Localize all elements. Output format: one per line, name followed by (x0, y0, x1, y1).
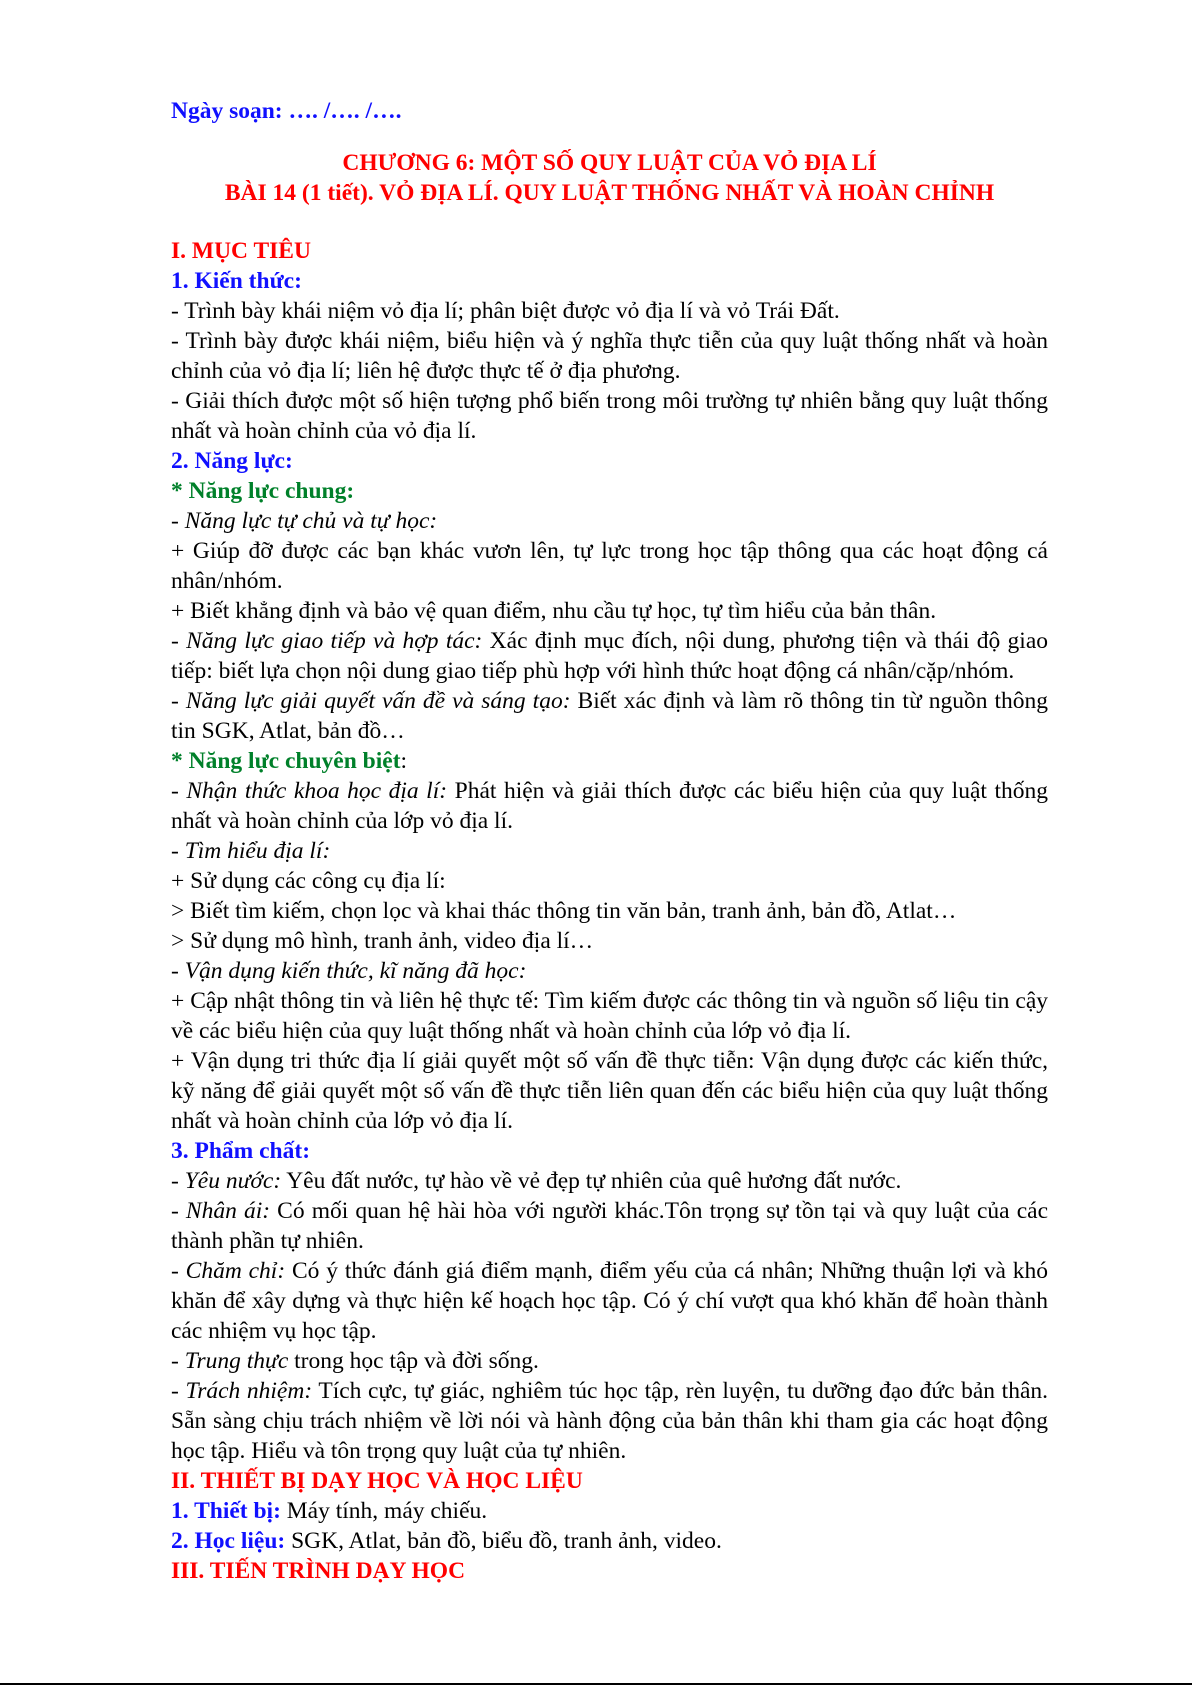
communication-paragraph (171, 626, 1048, 686)
quality-text: trong học tập và đời sống. (288, 1348, 539, 1374)
apply-item: + Cập nhật thông tin và liên hệ thực tế: Tìm kiếm được các thông tin và nguồn số liệu tin cậy về các biểu hiện của quy luật thống nhất và hoàn chỉnh của lớp vỏ địa lí. (171, 988, 1048, 1044)
explore-label: - Tìm hiểu địa lí: (171, 838, 331, 864)
problem-solving-paragraph (171, 686, 1048, 746)
quality-item (171, 1166, 1048, 1196)
quality-text: Yêu đất nước, tự hào về vẻ đẹp tự nhiên của quê hương đất nước. (281, 1168, 902, 1194)
quality-label: - Chăm chỉ: (171, 1258, 286, 1284)
quality-label: - Trung thực (171, 1348, 289, 1374)
materials-paragraph (171, 1526, 1048, 1556)
quality-text: Tích cực, tự giác, nghiêm túc học tập, rèn luyện, tu dưỡng đạo đức bản thân. Sẵn sàng chịu trách nhiệm về lời nói và hành động của bản thân khi tham gia các hoạt động học tập. Hiểu và tôn trọng quy luật của tự nhiên. (171, 1378, 1048, 1464)
quality-label: - Trách nhiệm: (171, 1378, 313, 1404)
knowledge-item: - Trình bày được khái niệm, biểu hiện và ý nghĩa thực tiễn của quy luật thống nhất và hoàn chỉnh của vỏ địa lí; liên hệ được thực tế ở địa phương. (171, 328, 1048, 384)
quality-label: - Yêu nước: (171, 1168, 282, 1194)
equipment-text: Máy tính, máy chiếu. (280, 1498, 488, 1524)
title-block (171, 148, 1048, 208)
lesson-title: BÀI 14 (1 tiết). VỎ ĐỊA LÍ. QUY LUẬT THỐNG NHẤT VÀ HOÀN CHỈNH (224, 180, 995, 206)
explore-item: > Sử dụng mô hình, tranh ảnh, video địa lí… (171, 928, 594, 954)
specific-competence-heading (171, 746, 1048, 776)
equipment-label: 1. Thiết bị: (171, 1498, 281, 1524)
section-equipment-heading: II. THIẾT BỊ DẠY HỌC VÀ HỌC LIỆU (171, 1468, 583, 1494)
equipment-paragraph (171, 1496, 1048, 1526)
qualities-heading: 3. Phẩm chất: (171, 1138, 311, 1164)
cognition-text: Phát hiện và giải thích được các biểu hiện của quy luật thống nhất và hoàn chỉnh của lớp vỏ địa lí. (171, 778, 1048, 834)
quality-text: Có ý thức đánh giá điểm mạnh, điểm yếu của cá nhân; Những thuận lợi và khó khăn để xây dựng và thực hiện kế hoạch học tập. Có ý chí vượt qua khó khăn để hoàn thành các nhiệm vụ học tập. (171, 1258, 1048, 1344)
apply-item: + Vận dụng tri thức địa lí giải quyết một số vấn đề thực tiễn: Vận dụng được các kiến thức, kỹ năng để giải quyết một số vấn đề thực tiễn liên quan đến các biểu hiện của quy luật thống nhất và hoàn chỉnh của lớp vỏ địa lí. (171, 1048, 1048, 1134)
problem-solving-label: - Năng lực giải quyết vấn đề và sáng tạo: (171, 688, 571, 714)
cognition-label: - Nhận thức khoa học địa lí: (171, 778, 448, 804)
problem-solving-text: Biết xác định và làm rõ thông tin từ nguồn thông tin SGK, Atlat, bản đồ… (171, 688, 1048, 744)
communication-label: - Năng lực giao tiếp và hợp tác: (171, 628, 483, 654)
explore-item: + Sử dụng các công cụ địa lí: (171, 868, 446, 894)
quality-text: Có mối quan hệ hài hòa với người khác.Tôn trọng sự tồn tại và quy luật của các thành phần tự nhiên. (171, 1198, 1048, 1254)
date-line: Ngày soạn: …. /…. /…. (171, 98, 402, 124)
section-objectives-heading: I. MỤC TIÊU (171, 238, 311, 264)
knowledge-item: - Giải thích được một số hiện tượng phổ biến trong môi trường tự nhiên bằng quy luật thống nhất và hoàn chỉnh của vỏ địa lí. (171, 388, 1048, 444)
quality-item (171, 1196, 1048, 1256)
specific-competence-colon: : (400, 748, 408, 774)
quality-item (171, 1346, 1048, 1376)
self-study-item: + Biết khẳng định và bảo vệ quan điểm, nhu cầu tự học, tự tìm hiểu của bản thân. (171, 598, 937, 624)
knowledge-heading: 1. Kiến thức: (171, 268, 302, 294)
chapter-title: CHƯƠNG 6: MỘT SỐ QUY LUẬT CỦA VỎ ĐỊA LÍ (342, 150, 877, 176)
quality-label: - Nhân ái: (171, 1198, 271, 1224)
explore-item: > Biết tìm kiếm, chọn lọc và khai thác thông tin văn bản, tranh ảnh, bản đồ, Atlat… (171, 898, 957, 924)
communication-text: Xác định mục đích, nội dung, phương tiện và thái độ giao tiếp: biết lựa chọn nội dung giao tiếp phù hợp với hình thức hoạt động cá nhân/cặp/nhóm. (171, 628, 1048, 684)
cognition-paragraph (171, 776, 1048, 836)
quality-item (171, 1256, 1048, 1346)
apply-label: - Vận dụng kiến thức, kĩ năng đã học: (171, 958, 527, 984)
general-competence-heading: * Năng lực chung: (171, 478, 355, 504)
quality-item (171, 1376, 1048, 1466)
materials-label: 2. Học liệu: (171, 1528, 286, 1554)
self-study-item: + Giúp đỡ được các bạn khác vươn lên, tự lực trong học tập thông qua các hoạt động cá nhân/nhóm. (171, 538, 1048, 594)
self-study-label: - Năng lực tự chủ và tự học: (171, 508, 438, 534)
document-page (171, 96, 1048, 1586)
specific-competence-heading-text: * Năng lực chuyên biệt (171, 748, 401, 774)
competence-heading: 2. Năng lực: (171, 448, 293, 474)
materials-text: SGK, Atlat, bản đồ, biểu đồ, tranh ảnh, video. (285, 1528, 722, 1554)
section-process-heading: III. TIẾN TRÌNH DẠY HỌC (171, 1558, 466, 1584)
knowledge-item: - Trình bày khái niệm vỏ địa lí; phân biệt được vỏ địa lí và vỏ Trái Đất. (171, 298, 840, 324)
